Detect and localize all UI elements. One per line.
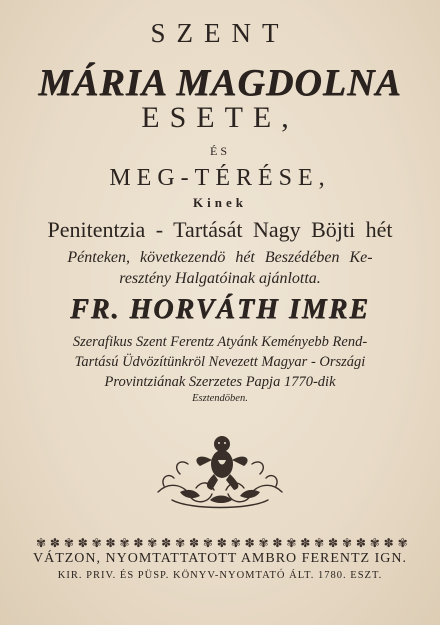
rosette-icon: ✽ xyxy=(105,536,116,550)
imprint-printer: VÁTZON, NYOMTATTATOTT AMBRO FERENTZ IGN. xyxy=(32,551,407,566)
subtitle-halgatoinak: resztény Halgatóinak ajánlotta. xyxy=(119,270,321,287)
rosette-icon: ✽ xyxy=(133,536,144,550)
title-line-megterese: MEG-TÉRÉSE, xyxy=(109,165,331,191)
subtitle-kinek: Kinek xyxy=(193,195,247,210)
title-line-maria-magdolna: MÁRIA MAGDOLNA xyxy=(38,62,402,104)
rosette-icon: ✽ xyxy=(355,536,366,550)
rosette-icon: ✾ xyxy=(63,536,74,550)
author-description-4: Esztendöben. xyxy=(192,393,248,404)
title-line-esete: ESETE, xyxy=(141,101,299,134)
rosette-icon: ✾ xyxy=(314,536,325,550)
rosette-icon: ✾ xyxy=(36,536,47,550)
rosette-icon: ✽ xyxy=(216,536,227,550)
imprint-privilege: KIR. PRIV. ÉS PÜSP. KÖNYV-NYOMTATÓ ÁLT. 1780. ESZT. xyxy=(57,570,383,581)
rosette-icon: ✽ xyxy=(244,536,255,550)
rosette-icon: ✾ xyxy=(286,536,297,550)
author-description-3: Provintziának Szerzetes Papja 1770-dik xyxy=(104,374,336,390)
rosette-icon: ✾ xyxy=(341,536,352,550)
title-line-szent: SZENT xyxy=(150,18,290,48)
title-line-es: ÉS xyxy=(209,144,230,158)
rosette-icon: ✽ xyxy=(272,536,283,550)
rosette-icon: ✾ xyxy=(258,536,269,550)
rosette-icon: ✽ xyxy=(383,536,394,550)
rosette-icon: ✽ xyxy=(77,536,88,550)
putto-vignette-icon xyxy=(150,430,290,512)
subtitle-penitentzia: Penitentzia - Tartását Nagy Böjti hét xyxy=(47,217,393,242)
rosette-icon: ✽ xyxy=(300,536,311,550)
author-description-2: Tartású Üdvözítünkröl Nevezett Magyar - Országi xyxy=(74,354,366,370)
rosette-icon: ✾ xyxy=(147,536,158,550)
rosette-icon: ✾ xyxy=(202,536,213,550)
rosette-icon: ✽ xyxy=(188,536,200,550)
rosette-icon: ✾ xyxy=(230,536,241,550)
ornamental-border xyxy=(36,536,408,550)
author-description-1: Szerafikus Szent Ferentz Atyánk Keményebb Rend- xyxy=(72,334,368,350)
rosette-icon: ✾ xyxy=(119,536,130,550)
rosette-icon: ✽ xyxy=(161,536,172,550)
rosette-icon: ✾ xyxy=(397,536,408,550)
subtitle-penteken: Pénteken, következendö hét Beszédében Ke- xyxy=(67,249,373,266)
rosette-icon: ✽ xyxy=(49,536,60,550)
rosette-icon: ✽ xyxy=(328,536,339,550)
author-name: FR. HORVÁTH IMRE xyxy=(70,294,370,325)
rosette-icon: ✾ xyxy=(175,536,186,550)
rosette-icon: ✾ xyxy=(369,536,380,550)
rosette-icon: ✾ xyxy=(91,536,102,550)
